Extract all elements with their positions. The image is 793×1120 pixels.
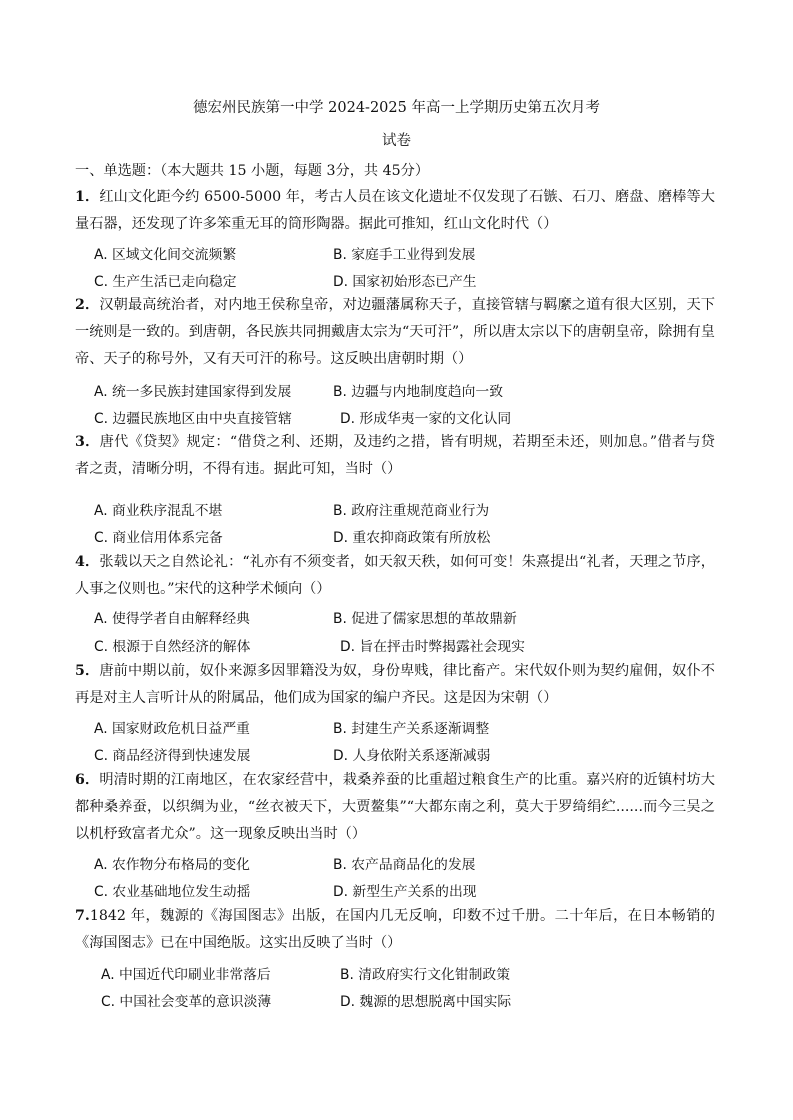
question-text: 唐前中期以前，奴仆来源多因罪籍没为奴，身份卑贱，律比畜产。宋代奴仆则为契约雇佣，奴仆不再是对主人言听计从的附属品，他们成为国家的编户齐民。这是因为宋朝（）: [75, 663, 715, 706]
question-number: 6．: [75, 772, 100, 788]
question-number: 2．: [75, 297, 100, 313]
q7-option-d[interactable]: D. 魏源的思想脱离中国实际: [340, 994, 512, 1010]
section-heading: 一、单选题：（本大题共 15 小题，每题 3分，共 45分）: [75, 163, 430, 179]
question-7-stem: [75, 903, 715, 957]
q6-option-a[interactable]: A. 农作物分布格局的变化: [94, 857, 250, 873]
q1-option-d[interactable]: D. 国家初始形态已产生: [333, 274, 477, 290]
q6-option-b[interactable]: B. 农产品商品化的发展: [333, 857, 476, 873]
question-text: 红山文化距今约 6500-5000 年，考古人员在该文化遗址不仅发现了石镞、石刀、磨盘、磨棒等大量石器，还发现了许多笨重无耳的筒形陶器。据此可推知，红山文化时代（）: [75, 189, 715, 232]
q6-option-d[interactable]: D. 新型生产关系的出现: [333, 884, 477, 900]
exam-subtitle: 试卷: [382, 133, 411, 149]
question-text: 唐代《贷契》规定：“借贷之利、还期，及违约之措，皆有明规，若期至未还，则加息。”借者与贷者之责，清晰分明，不得有违。据此可知，当时（）: [75, 434, 715, 477]
q2-option-c[interactable]: C. 边疆民族地区由中央直接管辖: [94, 411, 292, 427]
question-text: 汉朝最高统治者，对内地王侯称皇帝，对边疆藩属称天子，直接管辖与羁縻之道有很大区别，天下一统则是一致的。到唐朝，各民族共同拥戴唐太宗为“天可汗”，所以唐太宗以下的唐朝皇帝，除拥有皇帝、天子的称号外，又有天可汗的称号。这反映出唐朝时期（）: [75, 297, 715, 367]
question-4-stem: [75, 549, 715, 603]
q2-option-a[interactable]: A. 统一多民族封建国家得到发展: [94, 384, 292, 400]
q2-option-b[interactable]: B. 边疆与内地制度趋向一致: [333, 384, 504, 400]
q1-option-a[interactable]: A. 区域文化间交流频繁: [94, 247, 237, 263]
question-2-stem: [75, 292, 715, 373]
q5-option-c[interactable]: C. 商品经济得到快速发展: [94, 748, 251, 764]
q3-option-b[interactable]: B. 政府注重规范商业行为: [333, 503, 490, 519]
question-number: 1．: [75, 189, 100, 205]
q7-option-a[interactable]: A. 中国近代印刷业非常落后: [101, 967, 271, 983]
q5-option-b[interactable]: B. 封建生产关系逐渐调整: [333, 721, 490, 737]
exam-title: 德宏州民族第一中学 2024-2025 年高一上学期历史第五次月考: [193, 100, 600, 116]
question-text: 张载以天之自然论礼：“礼亦有不须变者，如天叙天秩，如何可变！朱熹提出“礼者，天理之节序，人事之仪则也。”宋代的这种学术倾向（）: [75, 554, 715, 597]
q4-option-a[interactable]: A. 使得学者自由解释经典: [94, 611, 250, 627]
q2-option-d[interactable]: D. 形成华夷一家的文化认同: [340, 411, 512, 427]
question-number: 7.: [75, 908, 90, 924]
question-number: 3．: [75, 434, 100, 450]
question-3-stem: [75, 429, 715, 483]
q4-option-d[interactable]: D. 旨在抨击时弊揭露社会现实: [340, 639, 525, 655]
question-text: 明清时期的江南地区，在农家经营中，栽桑养蚕的比重超过粮食生产的比重。嘉兴府的近镇村坊大都种桑养蚕，以织绸为业，“丝衣被天下，大贾鳌集”“大都东南之利，莫大于罗绮绢纻......而今三吴之以机杼致富者尤众”。这一现象反映出当时（）: [75, 772, 715, 842]
q1-option-c[interactable]: C. 生产生活已走向稳定: [94, 274, 237, 290]
q3-option-c[interactable]: C. 商业信用体系完备: [94, 530, 223, 546]
q6-option-c[interactable]: C. 农业基础地位发生动摇: [94, 884, 251, 900]
question-number: 4．: [75, 554, 100, 570]
q1-option-b[interactable]: B. 家庭手工业得到发展: [333, 247, 476, 263]
question-1-stem: [75, 184, 715, 238]
q3-option-a[interactable]: A. 商业秩序混乱不堪: [94, 503, 223, 519]
q5-option-a[interactable]: A. 国家财政危机日益严重: [94, 721, 250, 737]
q5-option-d[interactable]: D. 人身依附关系逐渐减弱: [333, 748, 491, 764]
q7-option-b[interactable]: B. 清政府实行文化钳制政策: [340, 967, 511, 983]
q4-option-b[interactable]: B. 促进了儒家思想的革故鼎新: [333, 611, 517, 627]
question-number: 5．: [75, 663, 100, 679]
question-text: 1842 年，魏源的《海国图志》出版，在国内几无反响，印数不过千册。二十年后，在日本畅销的《海国图志》已在中国绝版。这实出反映了当时（）: [75, 908, 715, 951]
question-6-stem: [75, 767, 715, 848]
question-5-stem: [75, 658, 715, 712]
q4-option-c[interactable]: C. 根源于自然经济的解体: [94, 639, 251, 655]
q7-option-c[interactable]: C. 中国社会变革的意识淡薄: [101, 994, 272, 1010]
q3-option-d[interactable]: D. 重农抑商政策有所放松: [333, 530, 491, 546]
